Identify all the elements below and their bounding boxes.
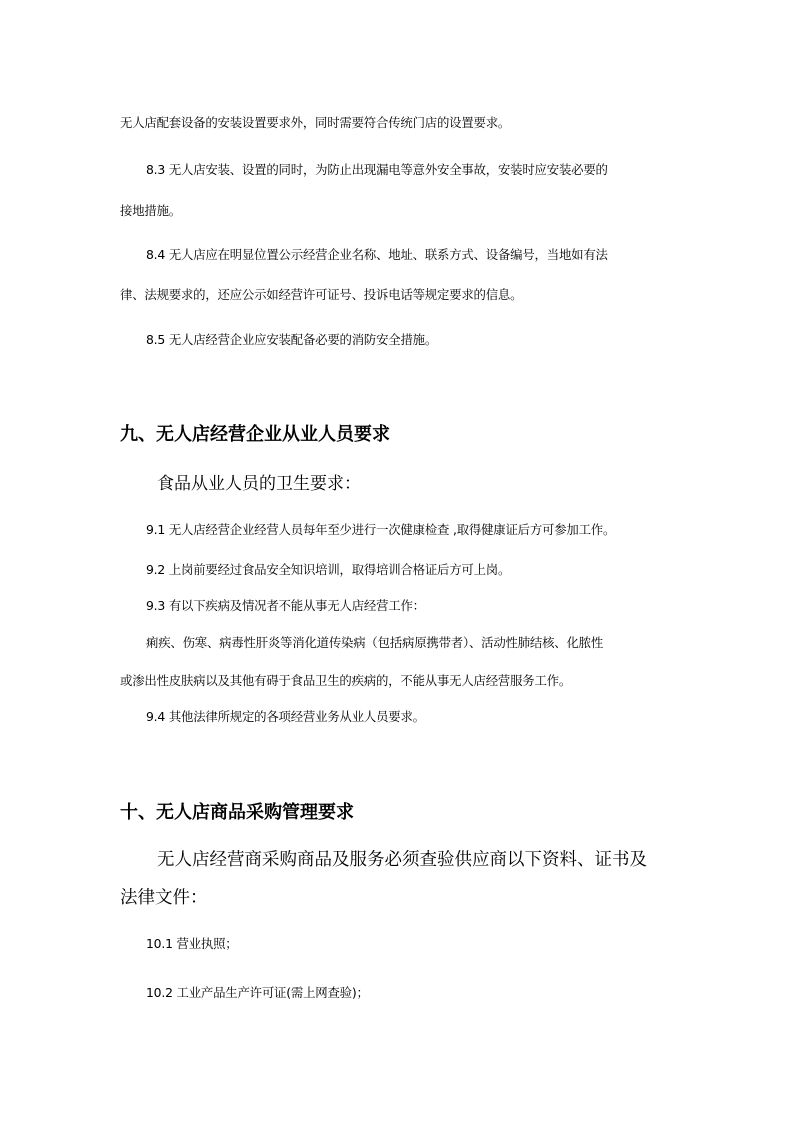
paragraph-line: 律、法规要求的，还应公示如经营许可证号、投诉电话等规定要求的信息。 bbox=[120, 287, 523, 302]
paragraph-line: 法律文件： bbox=[120, 888, 208, 908]
paragraph-line: 10.1 营业执照； bbox=[146, 936, 238, 951]
section-heading: 九、无人店经营企业从业人员要求 bbox=[120, 424, 390, 445]
paragraph-line: 接地措施。 bbox=[120, 203, 181, 218]
paragraph-line: 无人店经营商采购商品及服务必须查验供应商以下资料、证书及 bbox=[157, 850, 647, 870]
paragraph-line: 9.1 无人店经营企业经营人员每年至少进行一次健康检查 ,取得健康证后方可参加工作。 bbox=[146, 522, 616, 537]
section-heading: 十、无人店商品采购管理要求 bbox=[120, 802, 354, 823]
paragraph-line: 9.3 有以下疾病及情况者不能从事无人店经营工作： bbox=[146, 598, 425, 613]
paragraph-line: 8.3 无人店安装、设置的同时，为防止出现漏电等意外安全事故，安装时应安装必要的 bbox=[146, 162, 608, 177]
section-subheading: 食品从业人员的卫生要求： bbox=[157, 474, 361, 494]
paragraph-line: 9.2 上岗前要经过食品安全知识培训，取得培训合格证后方可上岗。 bbox=[146, 562, 511, 577]
paragraph-line: 9.4 其他法律所规定的各项经营业务从业人员要求。 bbox=[146, 709, 425, 724]
paragraph-line: 无人店配套设备的安装设置要求外，同时需要符合传统门店的设置要求。 bbox=[120, 115, 511, 130]
paragraph-line: 8.5 无人店经营企业应安装配备必要的消防安全措施。 bbox=[146, 332, 438, 347]
paragraph-line: 或渗出性皮肤病以及其他有碍于食品卫生的疾病的，不能从事无人店经营服务工作。 bbox=[120, 673, 572, 688]
paragraph-line: 8.4 无人店应在明显位置公示经营企业名称、地址、联系方式、设备编号，当地如有法 bbox=[146, 247, 608, 262]
paragraph-line: 10.2 工业产品生产许可证(需上网查验)； bbox=[146, 985, 369, 1000]
paragraph-line: 痢疾、伤寒、病毒性肝炎等消化道传染病（包括病原携带者）、活动性肺结核、化脓性 bbox=[146, 635, 604, 650]
